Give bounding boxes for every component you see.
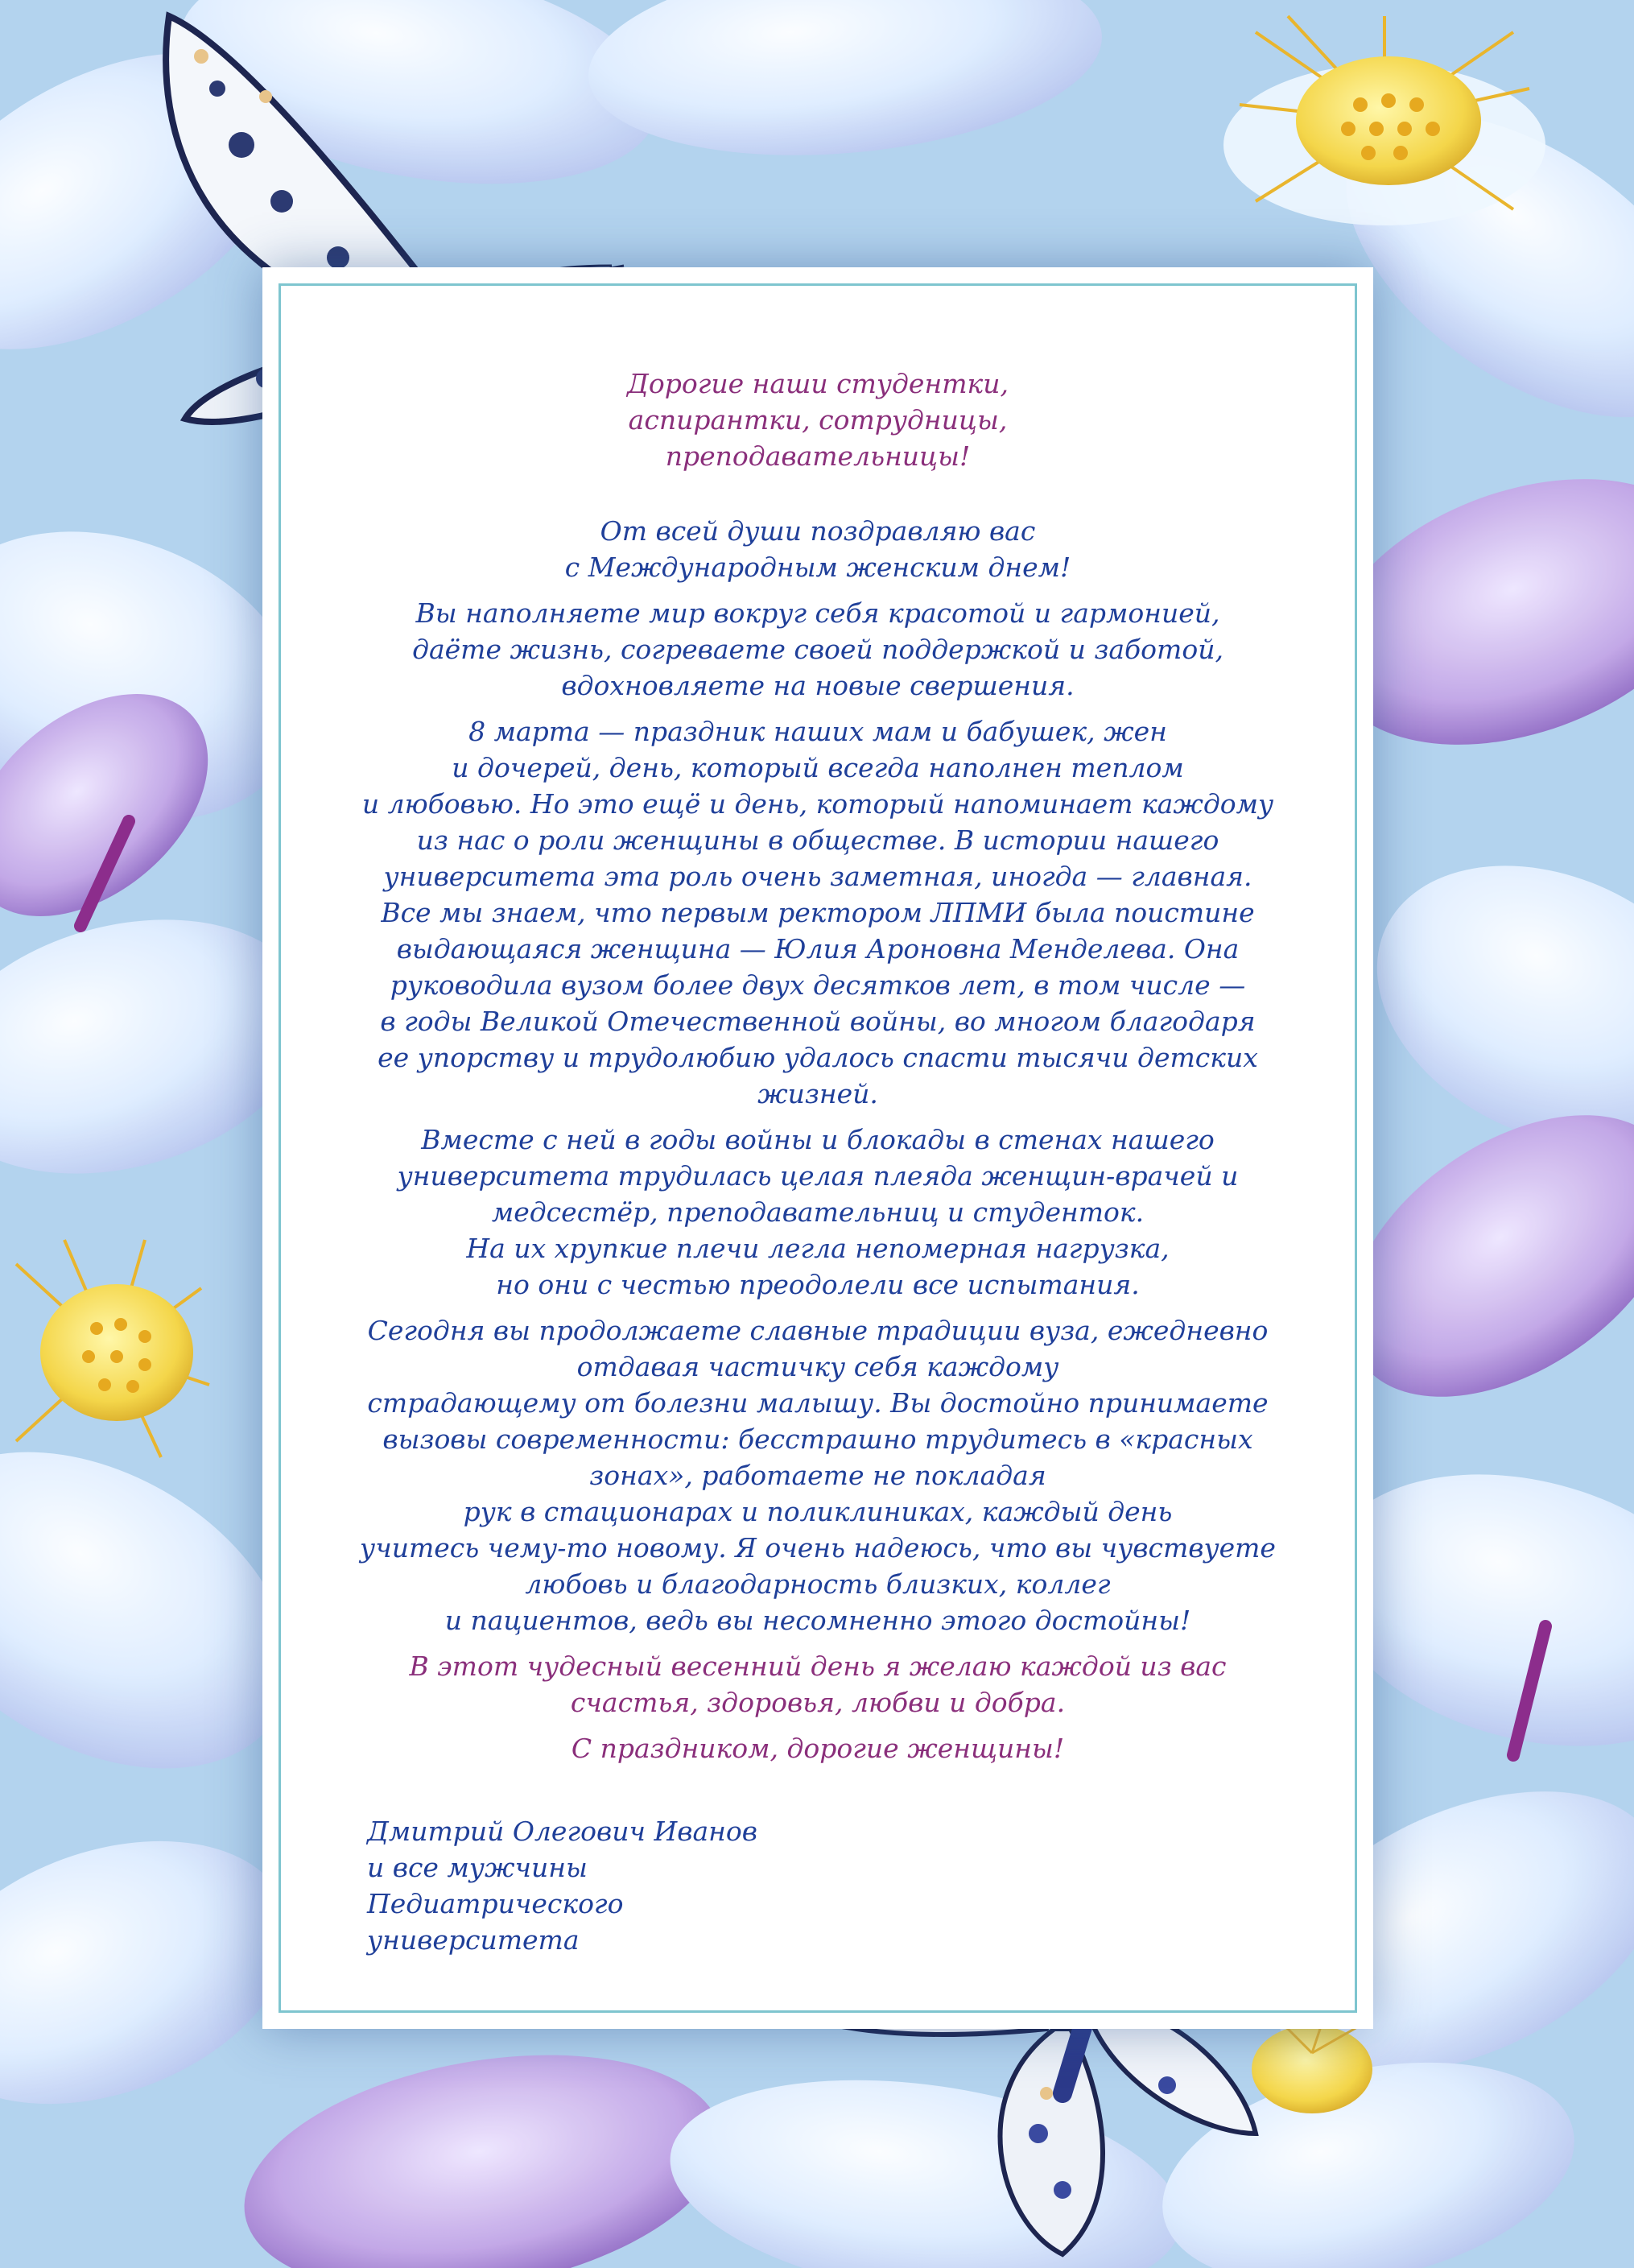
greeting-line: аспирантки, сотрудницы, bbox=[628, 404, 1008, 436]
closing-line bbox=[319, 1730, 1317, 1766]
text-line: из нас о роли женщины в обществе. В истории нашего bbox=[416, 824, 1219, 856]
text-line: выдающаяся женщина — Юлия Ароновна Менделева. Она bbox=[396, 933, 1240, 965]
paragraph-congrats bbox=[319, 513, 1317, 585]
text-line: рук в стационарах и поликлиниках, каждый день bbox=[463, 1496, 1173, 1527]
text-line: Вместе с ней в годы войны и блокады в стенах нашего bbox=[421, 1124, 1215, 1155]
signature-line: и все мужчины bbox=[367, 1852, 588, 1883]
greeting bbox=[319, 366, 1317, 474]
paragraph-today bbox=[319, 1312, 1317, 1638]
text-line: 8 марта — праздник наших мам и бабушек, жен bbox=[468, 716, 1167, 747]
text-line: отдавая частичку себя каждому bbox=[576, 1351, 1059, 1382]
text-line: ее упорству и трудолюбию удалось спасти тысячи детских bbox=[378, 1042, 1258, 1073]
text-line: зонах», работаете не покладая bbox=[589, 1460, 1046, 1491]
text-line: и дочерей, день, который всегда наполнен теплом bbox=[452, 752, 1184, 783]
text-line: Вы наполняете мир вокруг себя красотой и гармонией, bbox=[415, 597, 1220, 629]
text-line: с Международным женским днем! bbox=[564, 552, 1071, 583]
text-line: руководила вузом более двух десятков лет, в том числе — bbox=[390, 969, 1246, 1001]
text-line: счастья, здоровья, любви и добра. bbox=[570, 1687, 1066, 1718]
paragraph-wartime bbox=[319, 1122, 1317, 1303]
text-line: университета трудилась целая плеяда женщин-врачей и bbox=[397, 1160, 1239, 1192]
text-line: вызовы современности: бесстрашно трудитесь в «красных bbox=[382, 1423, 1253, 1455]
text-line: жизней. bbox=[757, 1078, 878, 1109]
text-line: но они с честью преодолели все испытания. bbox=[496, 1269, 1140, 1300]
signature bbox=[367, 1813, 818, 1958]
text-line: учитесь чему-то новому. Я очень надеюсь, что вы чувствуете bbox=[360, 1532, 1276, 1564]
text-line: университета эта роль очень заметная, иногда — главная. bbox=[383, 861, 1252, 892]
text-line: любовь и благодарность близких, коллег bbox=[525, 1568, 1111, 1600]
paragraph-history bbox=[319, 713, 1317, 1112]
text-line: Сегодня вы продолжаете славные традиции вуза, ежедневно bbox=[367, 1315, 1269, 1346]
text-line: В этот чудесный весенний день я желаю каждой из вас bbox=[409, 1650, 1227, 1682]
text-line: С праздником, дорогие женщины! bbox=[571, 1733, 1065, 1764]
signature-line: Дмитрий Олегович Иванов bbox=[367, 1816, 757, 1847]
text-line: От всей души поздравляю вас bbox=[600, 515, 1036, 547]
paragraph-wish bbox=[319, 1648, 1317, 1721]
greeting-line: преподавательницы! bbox=[665, 440, 971, 472]
text-line: и пациентов, ведь вы несомненно этого достойны! bbox=[444, 1605, 1191, 1636]
text-line: Все мы знаем, что первым ректором ЛПМИ была поистине bbox=[381, 897, 1255, 928]
paragraph-harmony bbox=[319, 595, 1317, 704]
text-line: в годы Великой Отечественной войны, во многом благодаря bbox=[380, 1006, 1256, 1037]
signature-line: университета bbox=[367, 1924, 580, 1956]
letter-body bbox=[319, 366, 1317, 1776]
greeting-line: Дорогие наши студентки, bbox=[627, 368, 1009, 399]
text-line: и любовью. Но это ещё и день, который напоминает каждому bbox=[361, 788, 1274, 820]
letter-card bbox=[262, 267, 1373, 2029]
text-line: вдохновляете на новые свершения. bbox=[561, 670, 1075, 701]
signature-line: Педиатрического bbox=[367, 1888, 624, 1919]
text-line: даёте жизнь, согреваете своей поддержкой и заботой, bbox=[412, 634, 1223, 665]
text-line: страдающему от болезни малышу. Вы достойно принимаете bbox=[367, 1387, 1269, 1419]
text-line: На их хрупкие плечи легла непомерная нагрузка, bbox=[466, 1233, 1170, 1264]
text-line: медсестёр, преподавательниц и студенток. bbox=[491, 1196, 1145, 1228]
